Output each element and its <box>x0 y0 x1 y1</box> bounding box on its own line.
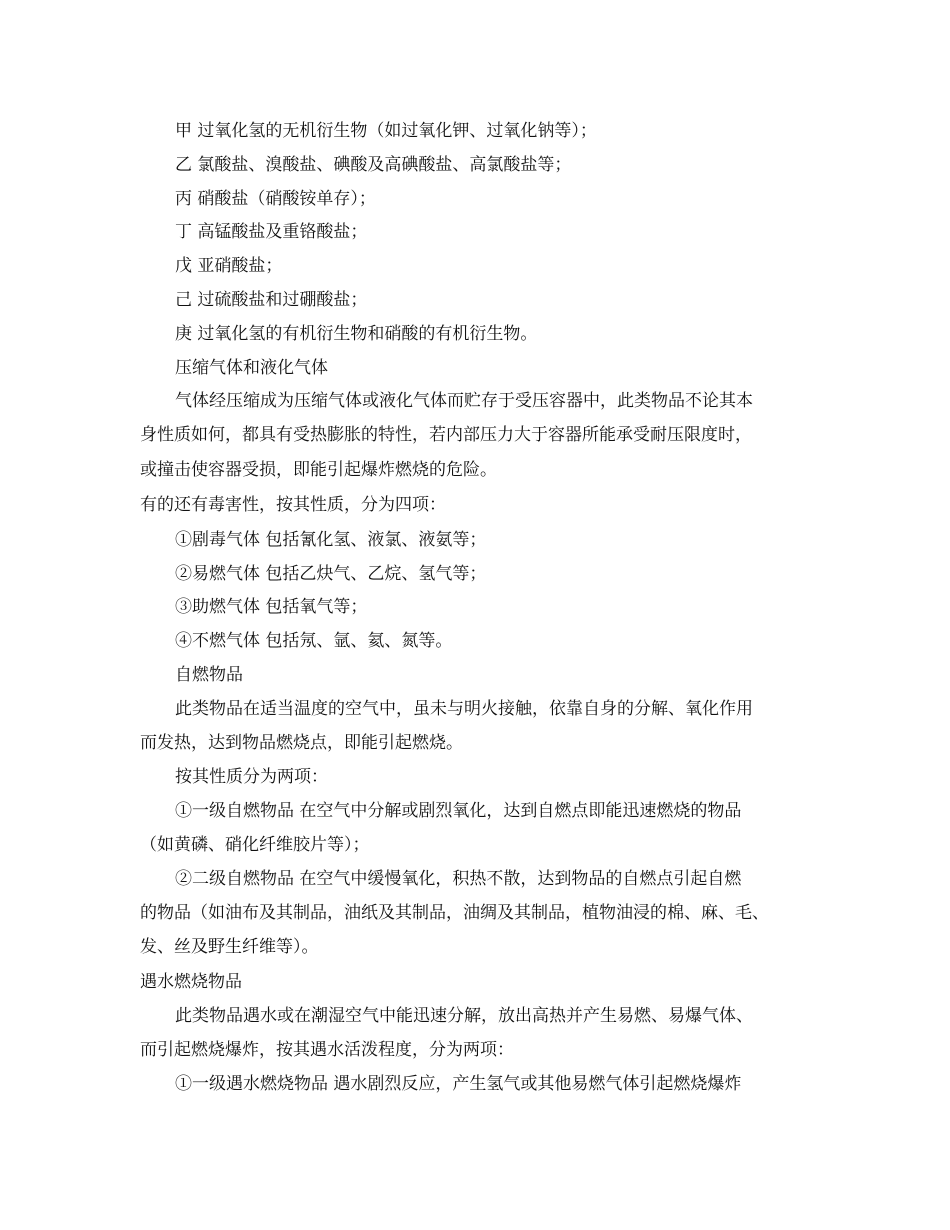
section-heading-water-reactive: 遇水燃烧物品 <box>140 972 242 992</box>
paragraph-line: 有的还有毒害性，按其性质，分为四项： <box>140 495 446 515</box>
paragraph-line: 而引起燃烧爆炸，按其遇水活泼程度，分为两项： <box>140 1040 514 1060</box>
list-item-spontaneous-2-cont: 的物品（如油布及其制品，油纸及其制品，油绸及其制品，植物油浸的棉、麻、毛、 <box>140 903 769 923</box>
list-item-spontaneous-1: ①一级自燃物品 在空气中分解或剧烈氧化，达到自燃点即能迅速燃烧的物品 <box>175 801 742 821</box>
list-item-gas-4: ④不燃气体 包括氖、氩、氦、氮等。 <box>175 631 453 651</box>
list-item-gas-2: ②易燃气体 包括乙炔气、乙烷、氢气等； <box>175 564 487 584</box>
section-heading-spontaneous: 自燃物品 <box>175 665 243 685</box>
list-item-spontaneous-2-cont: 发、丝及野生纤维等）。 <box>140 937 319 957</box>
list-item-water-reactive-1: ①一级遇水燃烧物品 遇水剧烈反应，产生氢气或其他易燃气体引起燃烧爆炸 <box>175 1074 742 1094</box>
paragraph-line: 此类物品遇水或在潮湿空气中能迅速分解，放出高热并产生易燃、易爆气体、 <box>175 1006 753 1026</box>
text-line-oxidizer-a: 甲 过氧化氢的无机衍生物（如过氧化钾、过氧化钠等）； <box>175 121 597 141</box>
text-line-oxidizer-f: 己 过硫酸盐和过硼酸盐； <box>175 290 368 310</box>
list-item-spontaneous-1-cont: （如黄磷、硝化纤维胶片等）； <box>140 835 370 855</box>
paragraph-line: 按其性质分为两项： <box>175 767 328 787</box>
paragraph-line: 而发热，达到物品燃烧点，即能引起燃烧。 <box>140 733 463 753</box>
list-item-gas-1: ①剧毒气体 包括氰化氢、液氯、液氨等； <box>175 530 487 550</box>
section-heading-compressed-gas: 压缩气体和液化气体 <box>175 358 328 378</box>
list-item-spontaneous-2: ②二级自燃物品 在空气中缓慢氧化，积热不散，达到物品的自燃点引起自燃 <box>175 869 742 889</box>
text-line-oxidizer-c: 丙 硝酸盐（硝酸铵单存）； <box>175 189 376 209</box>
text-line-oxidizer-e: 戊 亚硝酸盐； <box>175 256 283 276</box>
paragraph-line: 或撞击使容器受损，即能引起爆炸燃烧的危险。 <box>140 460 497 480</box>
list-item-gas-3: ③助燃气体 包括氧气等； <box>175 597 368 617</box>
paragraph-line: 此类物品在适当温度的空气中，虽未与明火接触，依靠自身的分解、氧化作用 <box>175 699 753 719</box>
text-line-oxidizer-g: 庚 过氧化氢的有机衍生物和硝酸的有机衍生物。 <box>175 324 538 344</box>
paragraph-line: 气体经压缩成为压缩气体或液化气体而贮存于受压容器中，此类物品不论其本 <box>175 391 753 411</box>
text-line-oxidizer-d: 丁 高锰酸盐及重铬酸盐； <box>175 222 368 242</box>
paragraph-line: 身性质如何，都具有受热膨胀的特性，若内部压力大于容器所能承受耐压限度时， <box>140 425 752 445</box>
text-line-oxidizer-b: 乙 氯酸盐、溴酸盐、碘酸及高碘酸盐、高氯酸盐等； <box>175 155 572 175</box>
